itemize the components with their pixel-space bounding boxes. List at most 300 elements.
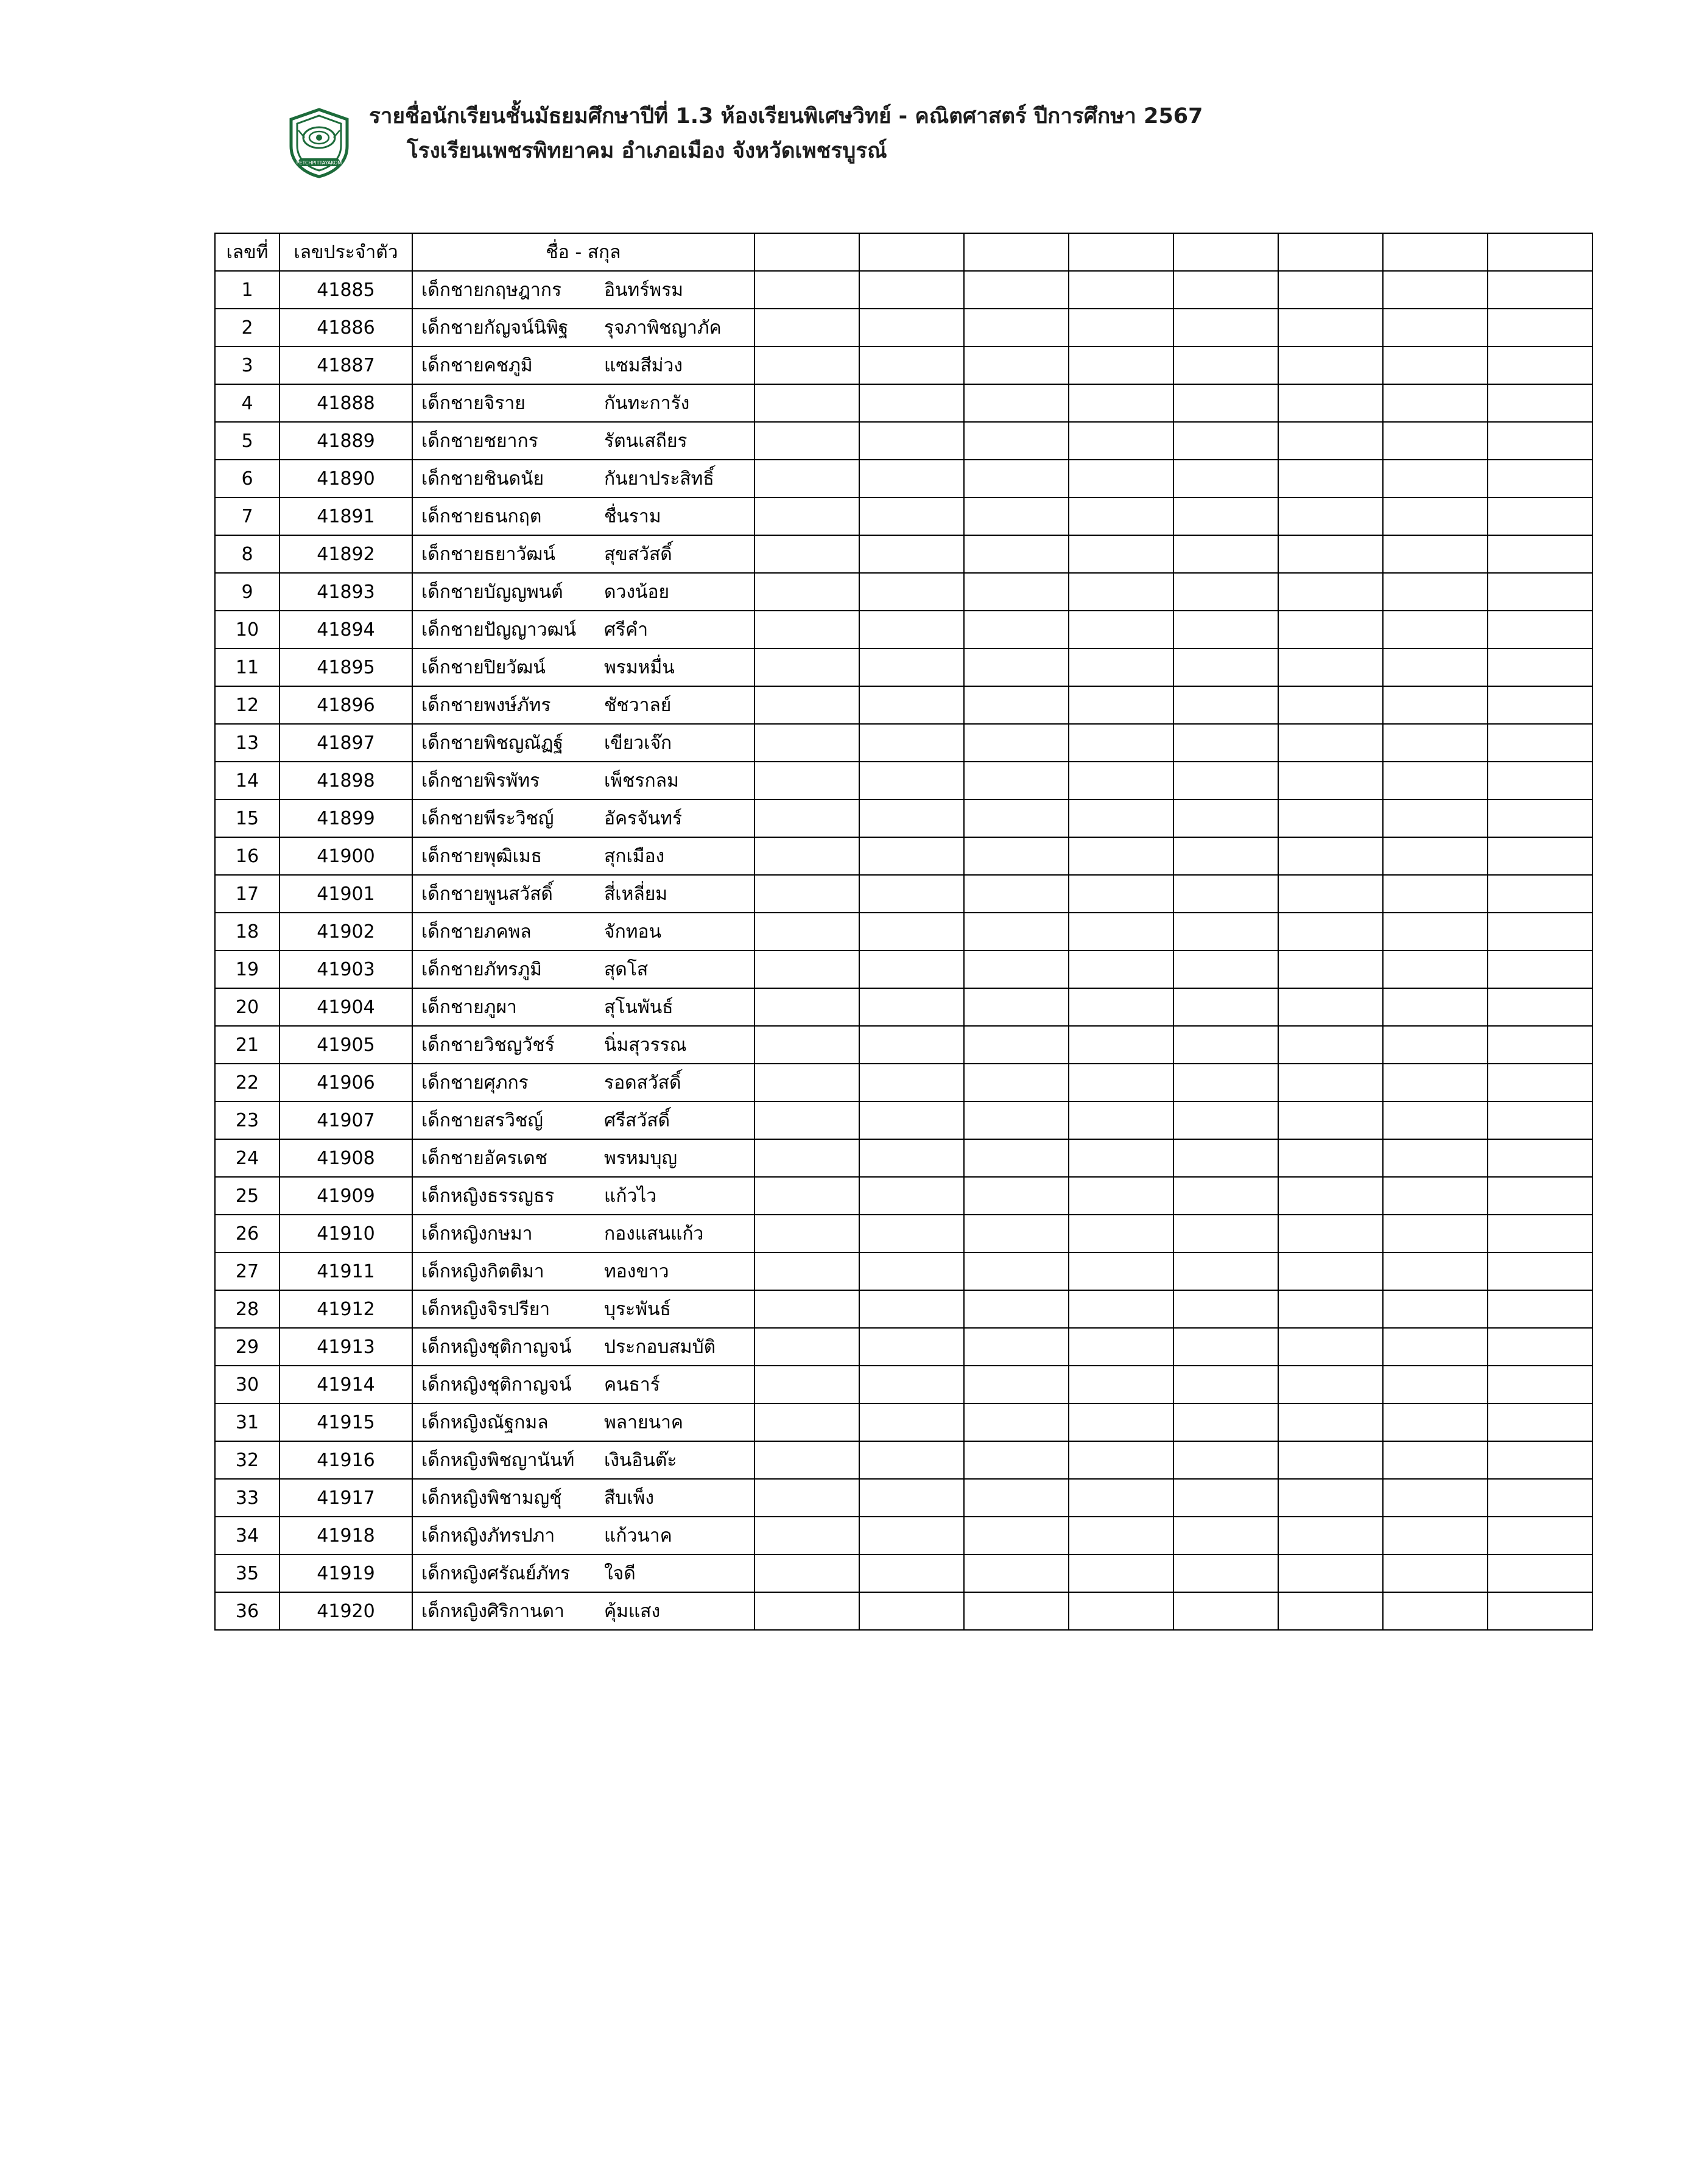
cell-blank: [754, 686, 859, 724]
cell-blank: [1488, 309, 1592, 346]
cell-blank: [1488, 497, 1592, 535]
table-row: [215, 460, 1592, 497]
cell-blank: [964, 1177, 1069, 1215]
cell-student-id: 41890: [280, 460, 412, 497]
cell-blank: [1278, 988, 1383, 1026]
family-name: คุ้มแสง: [604, 1600, 661, 1622]
family-name: สุขสวัสดิ์: [604, 543, 672, 565]
column-header-blank: [1173, 233, 1278, 271]
cell-blank: [1069, 271, 1173, 309]
cell-blank: [1488, 1479, 1592, 1517]
cell-blank: [1173, 875, 1278, 913]
cell-name: [412, 535, 754, 573]
column-header-blank: [1383, 233, 1488, 271]
family-name: พลายนาค: [604, 1411, 684, 1433]
cell-blank: [964, 724, 1069, 762]
cell-blank: [1488, 1517, 1592, 1554]
cell-blank: [859, 384, 964, 422]
table-row: [215, 309, 1592, 346]
cell-blank: [1069, 1290, 1173, 1328]
cell-blank: [859, 837, 964, 875]
cell-blank: [964, 497, 1069, 535]
cell-blank: [754, 1064, 859, 1101]
cell-blank: [1383, 913, 1488, 950]
family-name: พรหมบุญ: [604, 1147, 678, 1169]
cell-blank: [1383, 1366, 1488, 1403]
cell-no: 35: [215, 1554, 280, 1592]
cell-blank: [859, 950, 964, 988]
cell-blank: [1488, 573, 1592, 611]
cell-blank: [1069, 1441, 1173, 1479]
column-header-blank: [1278, 233, 1383, 271]
cell-no: 1: [215, 271, 280, 309]
cell-student-id: 41896: [280, 686, 412, 724]
cell-blank: [1383, 611, 1488, 648]
cell-blank: [964, 422, 1069, 460]
cell-blank: [964, 346, 1069, 384]
cell-student-id: 41892: [280, 535, 412, 573]
given-name: เด็กชายปัญญาวฒน์: [421, 619, 577, 641]
column-header-blank: [1488, 233, 1592, 271]
cell-blank: [1278, 1479, 1383, 1517]
cell-student-id: 41887: [280, 346, 412, 384]
cell-blank: [859, 422, 964, 460]
cell-student-id: 41905: [280, 1026, 412, 1064]
cell-blank: [859, 762, 964, 799]
cell-blank: [1383, 422, 1488, 460]
name-wrapper: [413, 1597, 754, 1626]
cell-blank: [859, 1139, 964, 1177]
cell-blank: [1383, 988, 1488, 1026]
cell-blank: [1488, 1441, 1592, 1479]
table-row: [215, 346, 1592, 384]
cell-blank: [1173, 1215, 1278, 1252]
cell-blank: [1488, 535, 1592, 573]
cell-name: [412, 1441, 754, 1479]
table-row: [215, 1328, 1592, 1366]
cell-blank: [1278, 309, 1383, 346]
cell-blank: [1069, 988, 1173, 1026]
cell-name: [412, 271, 754, 309]
cell-no: 2: [215, 309, 280, 346]
cell-blank: [754, 1366, 859, 1403]
name-wrapper: [413, 955, 754, 984]
cell-no: 27: [215, 1252, 280, 1290]
cell-blank: [1383, 1441, 1488, 1479]
cell-blank: [1278, 1328, 1383, 1366]
cell-blank: [1173, 346, 1278, 384]
cell-blank: [1278, 1215, 1383, 1252]
cell-blank: [1173, 1328, 1278, 1366]
cell-no: 22: [215, 1064, 280, 1101]
given-name: เด็กชายคชภูมิ: [421, 354, 533, 376]
cell-blank: [859, 913, 964, 950]
table-row: [215, 1554, 1592, 1592]
cell-no: 30: [215, 1366, 280, 1403]
given-name: เด็กหญิงกิตติมา: [421, 1260, 544, 1282]
cell-name: [412, 799, 754, 837]
cell-student-id: 41889: [280, 422, 412, 460]
cell-blank: [1278, 875, 1383, 913]
family-name: กันทะการัง: [604, 392, 690, 414]
cell-name: [412, 1366, 754, 1403]
family-name: สี่เหลี่ยม: [604, 883, 668, 905]
cell-blank: [1173, 988, 1278, 1026]
cell-blank: [1173, 1592, 1278, 1630]
cell-blank: [754, 1177, 859, 1215]
cell-blank: [1488, 799, 1592, 837]
cell-blank: [1383, 1139, 1488, 1177]
family-name: รัตนเสถียร: [604, 430, 688, 452]
school-crest-icon: [286, 107, 352, 179]
cell-name: [412, 1328, 754, 1366]
cell-blank: [754, 346, 859, 384]
cell-blank: [1488, 1252, 1592, 1290]
cell-no: 26: [215, 1215, 280, 1252]
cell-blank: [1488, 1592, 1592, 1630]
cell-blank: [1069, 686, 1173, 724]
cell-name: [412, 422, 754, 460]
cell-blank: [1488, 422, 1592, 460]
given-name: เด็กหญิงภัทรปภา: [421, 1525, 555, 1547]
cell-blank: [964, 1139, 1069, 1177]
table-row: [215, 1139, 1592, 1177]
name-wrapper: [413, 1408, 754, 1437]
cell-blank: [1383, 1026, 1488, 1064]
family-name: อินทร์พรม: [604, 279, 684, 301]
table-row: [215, 1252, 1592, 1290]
table-row: [215, 535, 1592, 573]
name-wrapper: [413, 1257, 754, 1286]
cell-blank: [859, 573, 964, 611]
name-wrapper: [413, 691, 754, 720]
cell-blank: [1173, 497, 1278, 535]
cell-blank: [964, 762, 1069, 799]
cell-blank: [1173, 1101, 1278, 1139]
cell-blank: [859, 1592, 964, 1630]
cell-blank: [1069, 1177, 1173, 1215]
cell-blank: [964, 611, 1069, 648]
cell-blank: [1278, 460, 1383, 497]
cell-blank: [754, 648, 859, 686]
given-name: เด็กหญิงพิชญานันท์: [421, 1449, 575, 1471]
name-wrapper: [413, 653, 754, 682]
cell-blank: [1278, 573, 1383, 611]
cell-blank: [1488, 1328, 1592, 1366]
cell-blank: [1069, 460, 1173, 497]
table-row: [215, 611, 1592, 648]
cell-blank: [1069, 1479, 1173, 1517]
cell-blank: [1488, 384, 1592, 422]
name-wrapper: [413, 351, 754, 380]
cell-blank: [1488, 346, 1592, 384]
cell-name: [412, 837, 754, 875]
cell-blank: [1278, 1517, 1383, 1554]
name-wrapper: [413, 1144, 754, 1173]
cell-blank: [1173, 271, 1278, 309]
cell-blank: [754, 1026, 859, 1064]
document-header: [0, 0, 1688, 179]
cell-blank: [1278, 1026, 1383, 1064]
cell-blank: [1069, 309, 1173, 346]
cell-blank: [1069, 837, 1173, 875]
given-name: เด็กหญิงธรรญธร: [421, 1185, 555, 1207]
cell-blank: [1173, 309, 1278, 346]
cell-no: 7: [215, 497, 280, 535]
family-name: เงินอินต๊ะ: [604, 1449, 677, 1471]
cell-blank: [859, 460, 964, 497]
cell-blank: [964, 988, 1069, 1026]
cell-blank: [1383, 460, 1488, 497]
family-name: ทองขาว: [604, 1260, 669, 1282]
family-name: เขียวเจ๊ก: [604, 732, 672, 754]
cell-student-id: 41885: [280, 271, 412, 309]
table-row: [215, 875, 1592, 913]
cell-blank: [859, 1441, 964, 1479]
table-row: [215, 271, 1592, 309]
cell-student-id: 41888: [280, 384, 412, 422]
cell-student-id: 41914: [280, 1366, 412, 1403]
given-name: เด็กชายบัญญพนต์: [421, 581, 563, 603]
cell-blank: [859, 497, 964, 535]
cell-no: 21: [215, 1026, 280, 1064]
cell-name: [412, 611, 754, 648]
cell-blank: [754, 1517, 859, 1554]
cell-blank: [1173, 1479, 1278, 1517]
name-wrapper: [413, 1371, 754, 1399]
cell-blank: [754, 1290, 859, 1328]
family-name: แก้วไว: [604, 1185, 657, 1207]
cell-student-id: 41913: [280, 1328, 412, 1366]
cell-blank: [964, 1479, 1069, 1517]
name-wrapper: [413, 918, 754, 946]
cell-name: [412, 1517, 754, 1554]
cell-blank: [754, 1328, 859, 1366]
cell-blank: [964, 535, 1069, 573]
name-wrapper: [413, 1522, 754, 1550]
cell-blank: [1069, 422, 1173, 460]
name-wrapper: [413, 1484, 754, 1512]
cell-blank: [1278, 1101, 1383, 1139]
cell-blank: [1173, 422, 1278, 460]
cell-student-id: 41918: [280, 1517, 412, 1554]
cell-blank: [859, 611, 964, 648]
table-row: [215, 1592, 1592, 1630]
name-wrapper: [413, 540, 754, 569]
cell-blank: [964, 1328, 1069, 1366]
family-name: รุจภาพิชญาภัค: [604, 317, 722, 339]
table-row: [215, 1064, 1592, 1101]
cell-blank: [1278, 1441, 1383, 1479]
cell-blank: [1488, 1366, 1592, 1403]
cell-blank: [754, 988, 859, 1026]
cell-blank: [1383, 384, 1488, 422]
cell-student-id: 41904: [280, 988, 412, 1026]
cell-no: 31: [215, 1403, 280, 1441]
cell-blank: [1069, 1328, 1173, 1366]
cell-blank: [1173, 1026, 1278, 1064]
cell-no: 14: [215, 762, 280, 799]
table-row: [215, 1517, 1592, 1554]
cell-student-id: 41910: [280, 1215, 412, 1252]
table-row: [215, 1441, 1592, 1479]
cell-blank: [1173, 1290, 1278, 1328]
table-row: [215, 1177, 1592, 1215]
family-name: ศรีคำ: [604, 619, 649, 641]
cell-student-id: 41893: [280, 573, 412, 611]
cell-blank: [964, 1592, 1069, 1630]
table-row: [215, 913, 1592, 950]
cell-no: 33: [215, 1479, 280, 1517]
cell-name: [412, 1101, 754, 1139]
family-name: ชัชวาลย์: [604, 694, 672, 716]
table-body: [215, 271, 1592, 1630]
cell-blank: [1383, 1215, 1488, 1252]
cell-blank: [754, 1101, 859, 1139]
cell-no: 24: [215, 1139, 280, 1177]
cell-name: [412, 1403, 754, 1441]
name-wrapper: [413, 1220, 754, 1248]
given-name: เด็กหญิงชุติกาญจน์: [421, 1336, 572, 1358]
cell-blank: [964, 799, 1069, 837]
family-name: นิ่มสุวรรณ: [604, 1034, 687, 1056]
cell-blank: [859, 1252, 964, 1290]
cell-blank: [1278, 950, 1383, 988]
cell-blank: [1173, 950, 1278, 988]
name-wrapper: [413, 314, 754, 342]
cell-no: 15: [215, 799, 280, 837]
family-name: สุโนพันธ์: [604, 996, 673, 1018]
cell-blank: [859, 1554, 964, 1592]
cell-blank: [964, 1290, 1069, 1328]
cell-blank: [1488, 1290, 1592, 1328]
cell-blank: [1383, 648, 1488, 686]
given-name: เด็กชายภูผา: [421, 996, 517, 1018]
given-name: เด็กชายภคพล: [421, 921, 532, 943]
cell-no: 4: [215, 384, 280, 422]
cell-student-id: 41919: [280, 1554, 412, 1592]
cell-blank: [754, 1139, 859, 1177]
cell-blank: [859, 1366, 964, 1403]
cell-blank: [1278, 762, 1383, 799]
cell-blank: [964, 1101, 1069, 1139]
cell-blank: [1383, 724, 1488, 762]
cell-blank: [1069, 535, 1173, 573]
cell-blank: [1069, 1139, 1173, 1177]
cell-blank: [964, 686, 1069, 724]
family-name: สุกเมือง: [604, 845, 665, 867]
cell-blank: [1278, 1064, 1383, 1101]
given-name: เด็กหญิงศรัณย์ภัทร: [421, 1562, 571, 1584]
cell-blank: [964, 1252, 1069, 1290]
cell-blank: [1383, 1290, 1488, 1328]
cell-blank: [1488, 913, 1592, 950]
cell-blank: [1173, 799, 1278, 837]
table-row: [215, 799, 1592, 837]
svg-text:PETCHPITTAYAKOM: PETCHPITTAYAKOM: [296, 160, 342, 166]
family-name: ชื่นราม: [604, 505, 661, 527]
cell-blank: [859, 346, 964, 384]
table-row: [215, 1479, 1592, 1517]
cell-blank: [1488, 988, 1592, 1026]
cell-blank: [1278, 799, 1383, 837]
table-row: [215, 686, 1592, 724]
column-header-blank: [859, 233, 964, 271]
cell-no: 8: [215, 535, 280, 573]
cell-blank: [1488, 686, 1592, 724]
cell-blank: [1383, 1403, 1488, 1441]
name-wrapper: [413, 502, 754, 531]
cell-blank: [754, 799, 859, 837]
cell-name: [412, 950, 754, 988]
name-wrapper: [413, 389, 754, 418]
cell-student-id: 41920: [280, 1592, 412, 1630]
cell-name: [412, 309, 754, 346]
cell-no: 12: [215, 686, 280, 724]
cell-blank: [964, 913, 1069, 950]
cell-no: 20: [215, 988, 280, 1026]
cell-blank: [1069, 648, 1173, 686]
cell-blank: [859, 686, 964, 724]
cell-blank: [1173, 1441, 1278, 1479]
cell-blank: [754, 1592, 859, 1630]
name-wrapper: [413, 1182, 754, 1210]
given-name: เด็กชายจิราย: [421, 392, 526, 414]
cell-blank: [1069, 913, 1173, 950]
cell-name: [412, 1064, 754, 1101]
cell-blank: [859, 1177, 964, 1215]
cell-name: [412, 686, 754, 724]
cell-name: [412, 460, 754, 497]
column-header-blank: [964, 233, 1069, 271]
cell-blank: [1173, 724, 1278, 762]
cell-blank: [754, 1479, 859, 1517]
cell-blank: [1173, 913, 1278, 950]
family-name: กองแสนแก้ว: [604, 1223, 704, 1245]
cell-blank: [859, 1479, 964, 1517]
cell-blank: [1383, 1101, 1488, 1139]
cell-no: 3: [215, 346, 280, 384]
cell-blank: [964, 1517, 1069, 1554]
given-name: เด็กชายศุภกร: [421, 1072, 529, 1094]
name-wrapper: [413, 729, 754, 757]
family-name: บุระพันธ์: [604, 1298, 671, 1320]
cell-blank: [1278, 1139, 1383, 1177]
cell-blank: [964, 573, 1069, 611]
cell-blank: [1173, 1064, 1278, 1101]
cell-blank: [859, 724, 964, 762]
family-name: รอดสวัสดิ์: [604, 1072, 681, 1094]
cell-blank: [754, 271, 859, 309]
family-name: สืบเพ็ง: [604, 1487, 655, 1509]
cell-blank: [1173, 611, 1278, 648]
cell-blank: [1069, 384, 1173, 422]
name-wrapper: [413, 1106, 754, 1135]
cell-blank: [859, 1026, 964, 1064]
cell-blank: [1278, 724, 1383, 762]
cell-student-id: 41902: [280, 913, 412, 950]
name-wrapper: [413, 1446, 754, 1475]
cell-name: [412, 875, 754, 913]
cell-blank: [1278, 1366, 1383, 1403]
given-name: เด็กหญิงจิรปรียา: [421, 1298, 550, 1320]
cell-student-id: 41906: [280, 1064, 412, 1101]
cell-blank: [1383, 497, 1488, 535]
cell-name: [412, 1479, 754, 1517]
cell-blank: [859, 1328, 964, 1366]
cell-blank: [1069, 573, 1173, 611]
cell-blank: [1069, 1064, 1173, 1101]
